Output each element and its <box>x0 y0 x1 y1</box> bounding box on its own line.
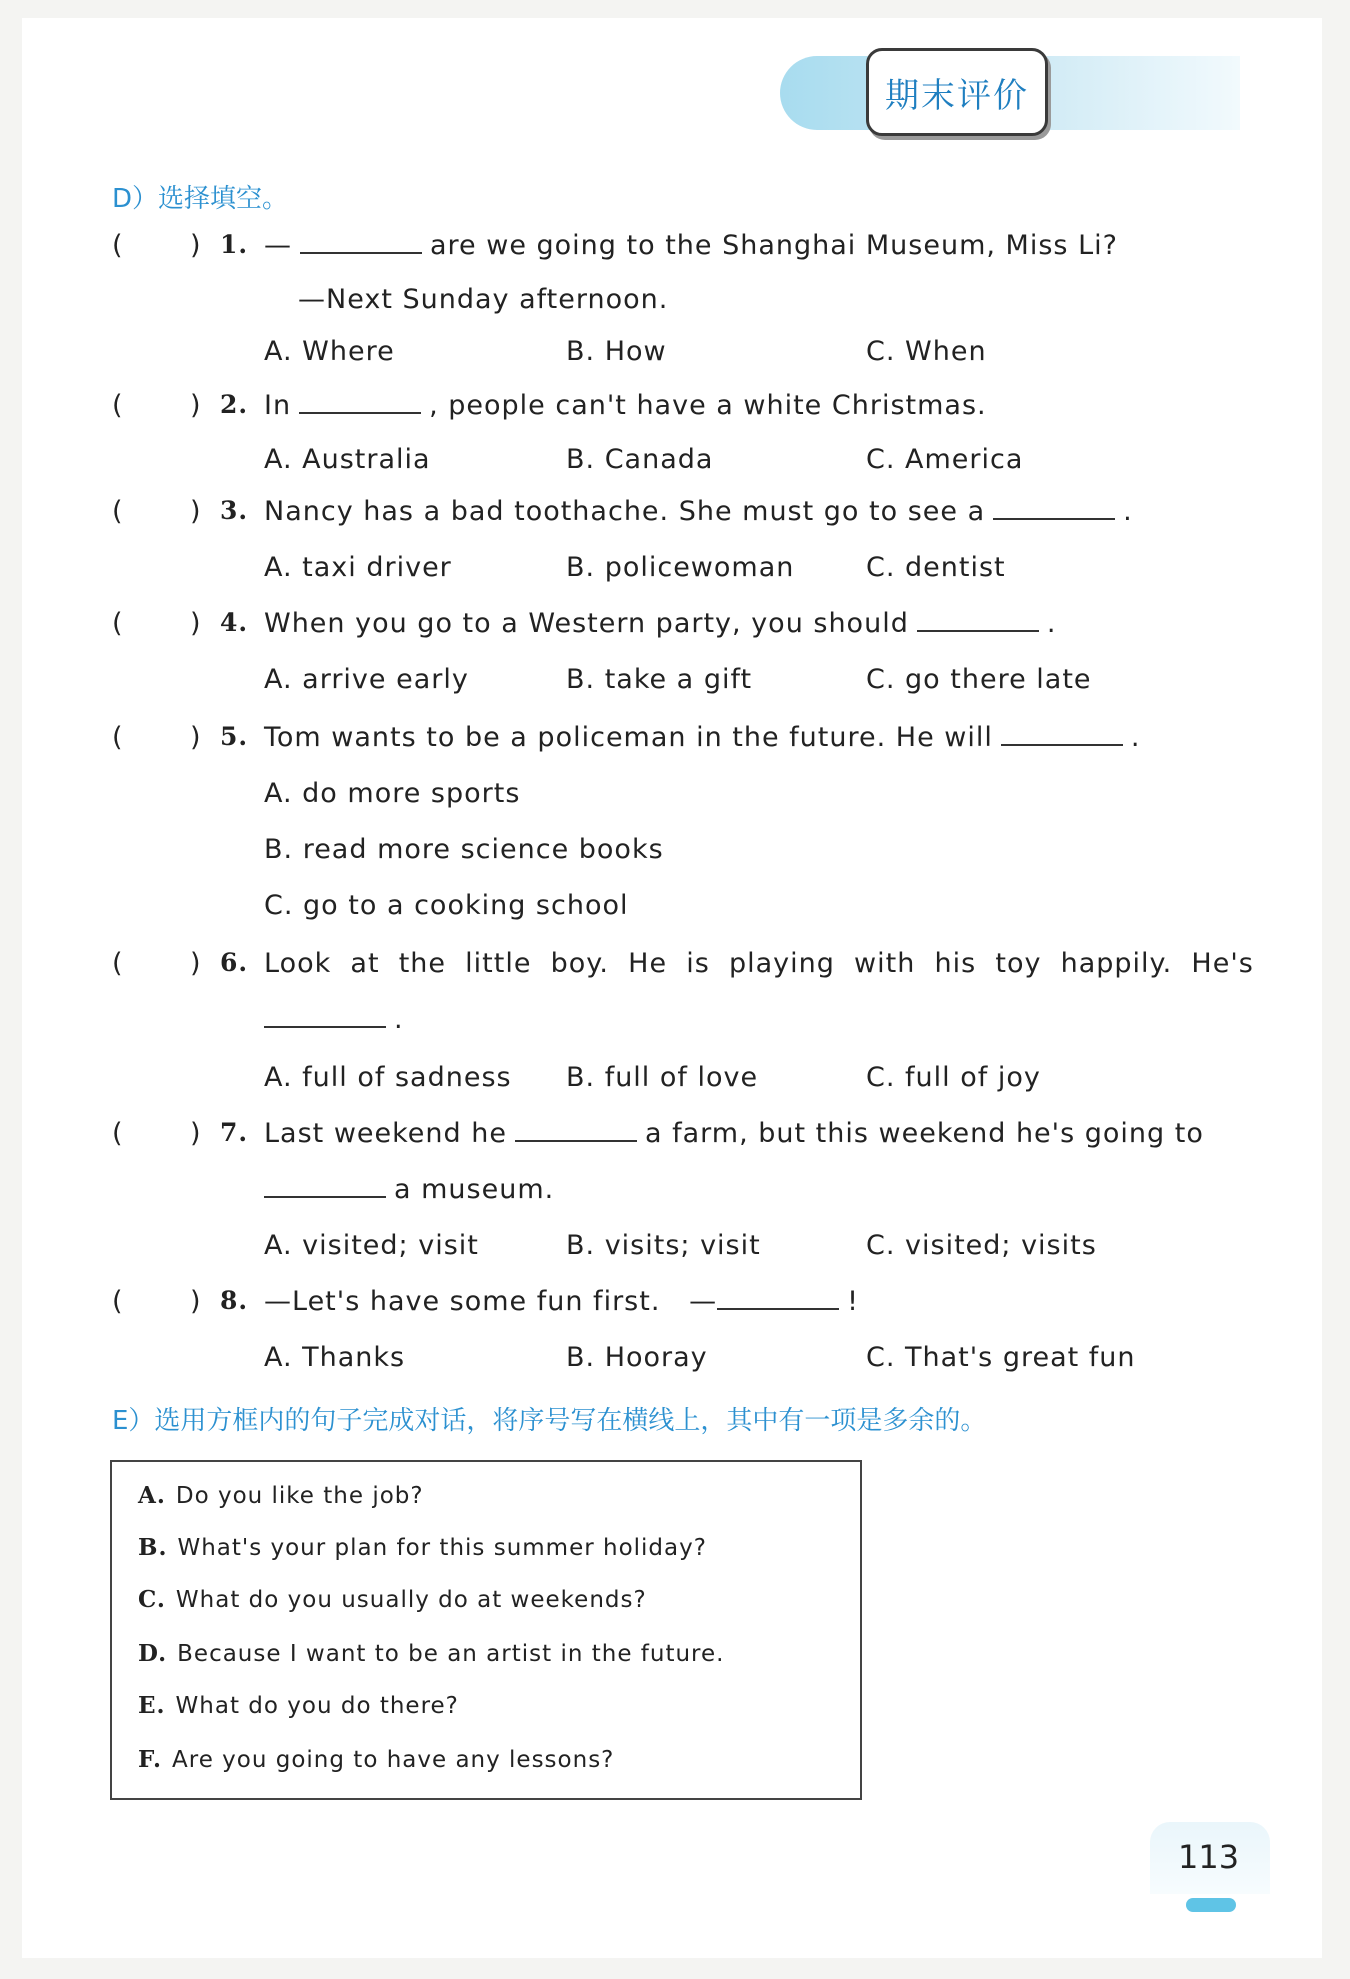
option-b: B. take a gift <box>566 664 753 695</box>
question-number: 2. <box>220 390 249 419</box>
answer-paren-close: ) <box>190 230 202 261</box>
question-stem-continued: a museum. <box>264 1174 554 1205</box>
box-item: D. Because I want to be an artist in the future. <box>138 1640 725 1667</box>
question-stem-continued: . <box>264 1004 404 1035</box>
option-c: C. America <box>866 444 1024 475</box>
option-a: A. arrive early <box>264 664 469 695</box>
question-line: —Next Sunday afternoon. <box>298 284 669 315</box>
answer-paren-close: ) <box>190 390 202 421</box>
answer-paren-open: ( <box>112 608 124 639</box>
question-stem: Nancy has a bad toothache. She must go to see a . <box>264 496 1133 527</box>
question-number: 7. <box>220 1118 249 1147</box>
question-stem: Look at the little boy. He is playing with his toy happily. He's <box>264 948 1254 979</box>
page-number: 113 <box>1178 1838 1240 1876</box>
header-title: 期末评价 <box>866 48 1048 136</box>
question-stem: — are we going to the Shanghai Museum, Miss Li? <box>264 230 1118 261</box>
section-d-title: D）选择填空。 <box>112 184 289 214</box>
option-c: C. That's great fun <box>866 1342 1136 1373</box>
answer-paren-close: ) <box>190 1118 202 1149</box>
option-b: B. read more science books <box>264 834 664 865</box>
box-item: B. What's your plan for this summer holiday? <box>138 1534 707 1561</box>
answer-blank <box>515 1118 637 1142</box>
answer-paren-open: ( <box>112 1286 124 1317</box>
answer-blank <box>1001 722 1123 746</box>
answer-paren-open: ( <box>112 390 124 421</box>
answer-blank <box>264 1004 386 1028</box>
option-a: A. Thanks <box>264 1342 406 1373</box>
box-item: A. Do you like the job? <box>138 1482 424 1509</box>
answer-paren-close: ) <box>190 722 202 753</box>
answer-blank <box>917 608 1039 632</box>
box-item: F. Are you going to have any lessons? <box>138 1746 615 1773</box>
question-stem: —Let's have some fun first. — ! <box>264 1286 859 1317</box>
option-a: A. visited; visit <box>264 1230 479 1261</box>
option-c: C. dentist <box>866 552 1006 583</box>
question-stem: When you go to a Western party, you should . <box>264 608 1057 639</box>
question-number: 6. <box>220 948 249 977</box>
option-b: B. full of love <box>566 1062 759 1093</box>
question-number: 4. <box>220 608 249 637</box>
answer-paren-open: ( <box>112 948 124 979</box>
option-a: A. taxi driver <box>264 552 452 583</box>
answer-blank <box>264 1174 386 1198</box>
option-c: C. go to a cooking school <box>264 890 629 921</box>
sentence-box <box>110 1460 862 1800</box>
question-number: 3. <box>220 496 249 525</box>
answer-paren-open: ( <box>112 496 124 527</box>
box-item: E. What do you do there? <box>138 1692 459 1719</box>
page-number-decoration <box>1186 1898 1236 1912</box>
answer-paren-close: ) <box>190 608 202 639</box>
answer-blank <box>300 230 422 254</box>
answer-paren-open: ( <box>112 230 124 261</box>
question-stem: Tom wants to be a policeman in the future. He will . <box>264 722 1141 753</box>
option-b: B. Canada <box>566 444 714 475</box>
answer-paren-open: ( <box>112 1118 124 1149</box>
question-number: 8. <box>220 1286 249 1315</box>
option-a: A. Australia <box>264 444 431 475</box>
question-stem: In , people can't have a white Christmas. <box>264 390 987 421</box>
option-b: B. Hooray <box>566 1342 708 1373</box>
question-number: 5. <box>220 722 249 751</box>
question-number: 1. <box>220 230 249 259</box>
question-stem: Last weekend he a farm, but this weekend he's going to <box>264 1118 1204 1149</box>
answer-paren-close: ) <box>190 1286 202 1317</box>
option-a: A. do more sports <box>264 778 521 809</box>
option-c: C. full of joy <box>866 1062 1041 1093</box>
option-a: A. Where <box>264 336 395 367</box>
option-c: C. visited; visits <box>866 1230 1097 1261</box>
option-b: B. visits; visit <box>566 1230 761 1261</box>
option-b: B. How <box>566 336 667 367</box>
section-e-title: E）选用方框内的句子完成对话，将序号写在横线上，其中有一项是多余的。 <box>112 1406 987 1436</box>
box-item: C. What do you usually do at weekends? <box>138 1586 647 1613</box>
answer-blank <box>717 1286 839 1310</box>
option-a: A. full of sadness <box>264 1062 512 1093</box>
option-c: C. go there late <box>866 664 1092 695</box>
option-b: B. policewoman <box>566 552 795 583</box>
answer-paren-open: ( <box>112 722 124 753</box>
answer-blank <box>299 390 421 414</box>
answer-paren-close: ) <box>190 496 202 527</box>
answer-paren-close: ) <box>190 948 202 979</box>
option-c: C. When <box>866 336 987 367</box>
answer-blank <box>993 496 1115 520</box>
